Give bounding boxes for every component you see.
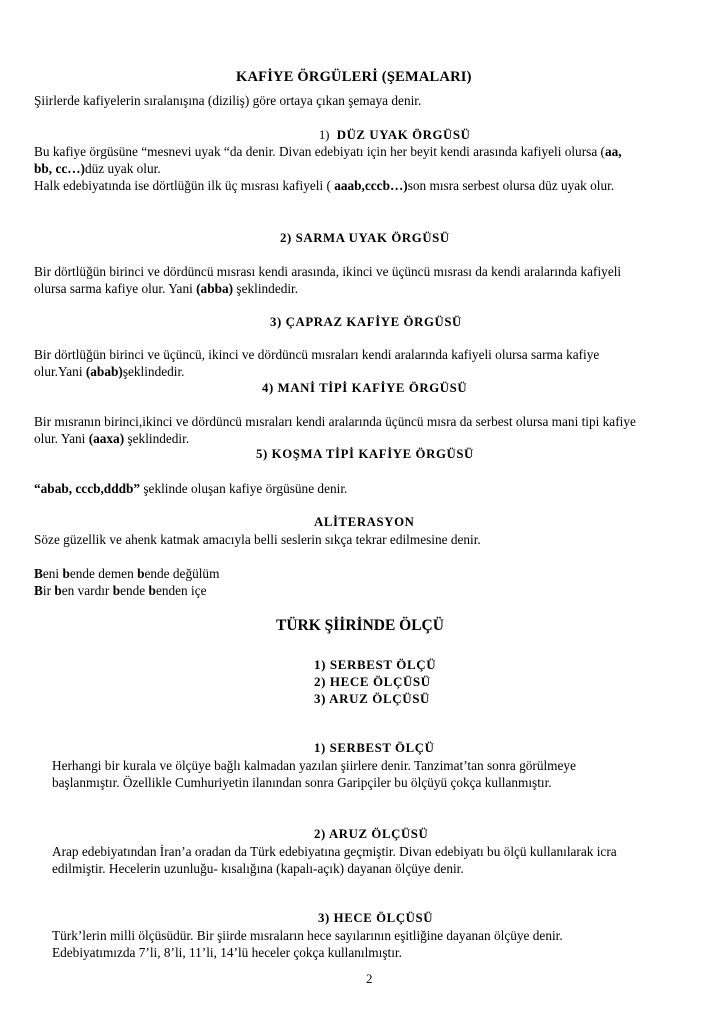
aruz-line-2: edilmiştir. Hecelerin uzunluğu- kısalığına (kapalı-açık) dayanan ölçüye denir. — [52, 861, 464, 876]
section-heading-duz-uyak — [319, 126, 470, 144]
section-heading-serbest-olcu: 1) SERBEST ÖLÇÜ — [314, 741, 435, 755]
duz-uyak-line-1 — [34, 143, 622, 160]
example-rhyme: aaab,cccb…) — [330, 178, 408, 193]
section-heading-mani-tipi: 4) MANİ TİPİ KAFİYE ÖRGÜSÜ — [262, 381, 468, 395]
duz-uyak-line-2 — [34, 160, 161, 177]
section-title: DÜZ UYAK ÖRGÜSÜ — [336, 128, 471, 142]
aliterasyon-verse-1 — [34, 565, 219, 582]
example-rhyme: bb, cc…) — [34, 161, 85, 176]
verse-text: ende değülüm — [144, 566, 220, 581]
text: şeklindedir. — [124, 431, 190, 446]
section-heading-hece-olcusu: 3) HECE ÖLÇÜSÜ — [318, 911, 434, 925]
aliterasyon-definition: Söze güzellik ve ahenk katmak amacıyla belli seslerin sıkça tekrar edilmesine denir. — [34, 532, 481, 547]
text: Bu kafiye örgüsüne “mesnevi uyak “da denir. Divan edebiyatı için her beyit kendi arasında kafiyeli olursa ( — [34, 144, 605, 159]
sarma-line-1: Bir dörtlüğün birinci ve dördüncü mısrası kendi arasında, ikinci ve üçüncü mısrası da kendi aralarında kafiyeli — [34, 264, 622, 279]
text: Halk edebiyatında ise dörtlüğün ilk üç mısrası kafiyeli ( — [34, 178, 331, 193]
section-number: 1) — [319, 128, 330, 142]
verse-text: ir — [42, 583, 55, 598]
hece-line-2: Edebiyatımızda 7’li, 8’li, 11’li, 14’lü heceler çokça kullanılmıştır. — [52, 945, 402, 960]
text: şeklinde oluşan kafiye örgüsüne denir. — [140, 481, 348, 496]
alliteration-letter: b — [62, 566, 70, 581]
page-title: KAFİYE ÖRGÜLERİ (ŞEMALARI) — [236, 69, 472, 85]
text: düz uyak olur. — [84, 161, 161, 176]
alliteration-letter: b — [112, 583, 121, 598]
text: şeklindedir. — [122, 364, 185, 379]
text: şeklindedir. — [233, 281, 299, 296]
verse-text: enden içe — [155, 583, 207, 598]
text: olur.Yani — [34, 364, 86, 379]
sarma-line-2 — [34, 280, 298, 297]
page-number: 2 — [366, 971, 373, 986]
alliteration-letter: B — [34, 583, 43, 598]
verse-text: eni — [42, 566, 63, 581]
alliteration-letter: b — [137, 566, 145, 581]
text: son mısra serbest olursa düz uyak olur. — [407, 178, 615, 193]
capraz-line-1: Bir dörtlüğün birinci ve üçüncü, ikinci ve dördüncü mısraları kendi aralarında kafiyeli olursa sarma kafiye — [34, 347, 600, 362]
verse-text: ende demen — [69, 566, 138, 581]
example-rhyme: (abab) — [85, 364, 123, 379]
list-item: 2) HECE ÖLÇÜSÜ — [314, 674, 431, 689]
mani-line-1: Bir mısranın birinci,ikinci ve dördüncü mısraları kendi aralarında üçüncü mısra da serbest olursa mani tipi kafiye — [34, 414, 636, 429]
verse-text: en vardır — [61, 583, 113, 598]
aruz-line-1: Arap edebiyatından İran’a oradan da Türk edebiyatına geçmiştir. Divan edebiyatı bu ölçü kullanılarak icra — [52, 844, 617, 859]
list-item: 1) SERBEST ÖLÇÜ — [314, 657, 437, 672]
text: olur. Yani — [34, 431, 89, 446]
section-heading-sarma-uyak: 2) SARMA UYAK ÖRGÜSÜ — [280, 231, 450, 245]
section-heading-aruz-olcusu: 2) ARUZ ÖLÇÜSÜ — [314, 827, 429, 841]
intro-paragraph: Şiirlerde kafiyelerin sıralanışına (diziliş) göre ortaya çıkan şemaya denir. — [34, 93, 422, 108]
text: olursa sarma kafiye olur. Yani — [34, 281, 197, 296]
aliterasyon-verse-2 — [34, 582, 207, 599]
section-heading-kosma-tipi: 5) KOŞMA TİPİ KAFİYE ÖRGÜSÜ — [256, 447, 474, 461]
example-rhyme: “abab, cccb,dddb” — [34, 481, 141, 496]
capraz-line-2 — [34, 363, 185, 380]
hece-line-1: Türk’lerin milli ölçüsüdür. Bir şiirde mısraların hece sayılarının eşitliğine dayanan ölçüye denir. — [52, 928, 563, 943]
alliteration-letter: B — [34, 566, 43, 581]
verse-text: ende — [120, 583, 149, 598]
alliteration-letter: b — [148, 583, 156, 598]
section-heading-turk-siirinde-olcu: TÜRK ŞİİRİNDE ÖLÇÜ — [276, 617, 444, 634]
serbest-line-2: başlanmıştır. Özellikle Cumhuriyetin ilanından sonra Garipçiler bu ölçüyü çokça kullanmıştır. — [52, 775, 552, 790]
section-heading-aliterasyon: ALİTERASYON — [314, 515, 415, 529]
mani-line-2 — [34, 430, 189, 447]
example-rhyme: (abba) — [196, 281, 234, 296]
list-item: 3) ARUZ ÖLÇÜSÜ — [314, 691, 431, 706]
section-heading-capraz-kafiye: 3) ÇAPRAZ KAFİYE ÖRGÜSÜ — [270, 315, 462, 329]
serbest-line-1: Herhangi bir kurala ve ölçüye bağlı kalmadan yazılan şiirlere denir. Tanzimat’tan sonra görülmeye — [52, 758, 576, 773]
example-rhyme: aa, — [604, 144, 622, 159]
alliteration-letter: b — [54, 583, 62, 598]
duz-uyak-line-3 — [34, 177, 614, 194]
example-rhyme: (aaxa) — [88, 431, 125, 446]
kosma-line-1 — [34, 480, 347, 497]
